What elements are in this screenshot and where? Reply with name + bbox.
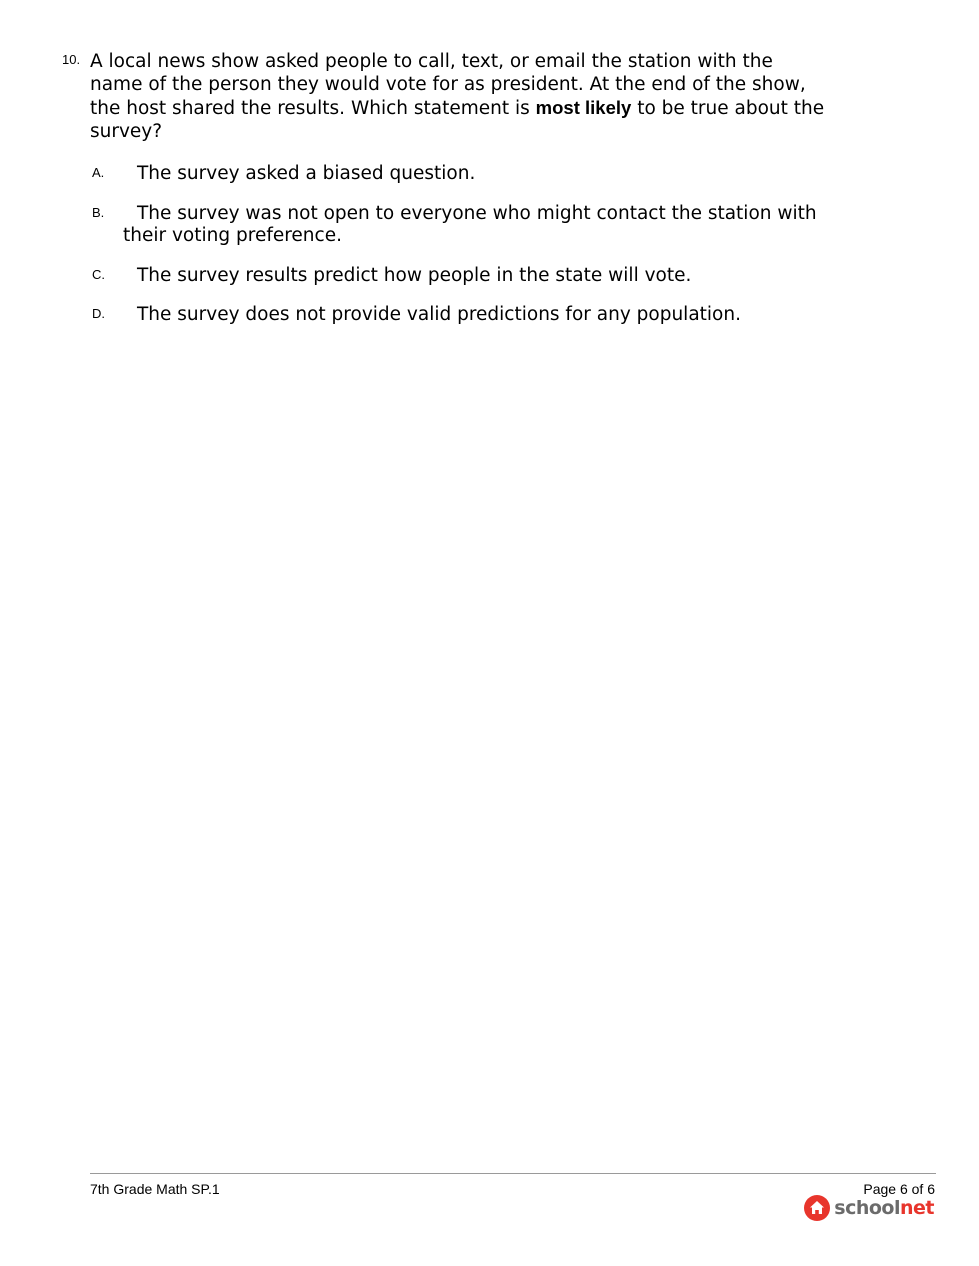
choice-letter: A. [92,165,105,180]
stem-text-end: to be true about the survey? [90,98,825,142]
footer-course-title: 7th Grade Math SP.1 [90,1181,220,1197]
logo-text-school: school [834,1197,900,1219]
choice-text: The survey results predict how people in the state will vote. [137,265,692,286]
choice-text: The survey was not open to everyone who might contact the station with their voting preference. [123,203,817,246]
choice-letter: B. [92,205,105,220]
footer-page-number: Page 6 of 6 [863,1181,935,1197]
stem-text-start: A local news show asked people to call, text, or email the station with the name of the person they would vote for as president. At the end of the show, the host shared the results. Which statement is [90,51,806,119]
logo-text-net: net [900,1197,934,1219]
logo-wordmark [834,1197,934,1219]
house-icon [804,1195,830,1221]
choice-d[interactable] [92,304,832,326]
footer-divider [90,1173,936,1174]
choice-letter: C. [92,267,105,282]
choice-c[interactable] [92,265,832,287]
question-stem [90,50,830,143]
choice-a[interactable] [92,163,832,185]
choice-text: The survey asked a biased question. [137,163,476,184]
question-number: 10. [62,52,81,67]
choice-b[interactable] [92,203,832,247]
choice-letter: D. [92,306,105,321]
choice-text: The survey does not provide valid predictions for any population. [137,304,741,325]
stem-emphasis: most likely [535,97,632,118]
schoolnet-logo [804,1194,934,1222]
